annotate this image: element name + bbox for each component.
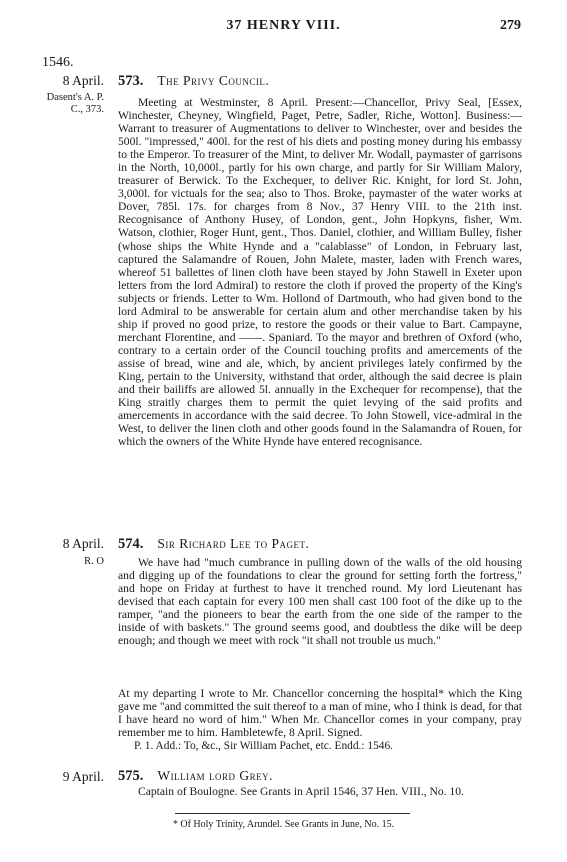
entry-575-heading [118, 768, 273, 785]
entry-573-number: 573. [118, 73, 144, 89]
entry-573-date: 8 April. [62, 73, 104, 88]
page-number: 279 [500, 18, 521, 33]
margin-year: 1546. [42, 55, 74, 70]
entry-573-title: The Privy Council. [157, 73, 270, 88]
entry-575-title: William lord Grey. [157, 768, 273, 783]
footnote: * Of Holy Trinity, Arundel. See Grants in June, No. 15. [172, 819, 395, 830]
entry-575-body: Captain of Boulogne. See Grants in April 1546, 37 Hen. VIII., No. 10. [138, 785, 464, 798]
page-header [0, 18, 567, 38]
entry-573-heading [118, 73, 269, 90]
entry-573-source: Dasent's A. P. C., 373. [46, 92, 104, 115]
entry-574-body-continued: At my departing I wrote to Mr. Chancellor concerning the hospital* which the King gave me "and committed the suit thereof to a man of mine, who I think is dead, for that I have heard no word of him." When Mr. Chancellor comes in your company, pray remember me to him. Hambletewfe, 8 April. Signed. [118, 687, 522, 740]
entry-575-date: 9 April. [62, 769, 104, 784]
entry-575-number: 575. [118, 768, 144, 784]
entry-574-heading [118, 536, 309, 553]
entry-574-title: Sir Richard Lee to Paget. [157, 536, 310, 551]
entry-573-body: Meeting at Westminster, 8 April. Present:—Chancellor, Privy Seal, [Essex, Winchester, Cheyney, Wingfield, Paget, Petre, Sadler, Riche, Wotton]. Business:—Warrant to treasurer of Augmentations to deliver to Winchester, over and besides the 500l. "impressed," 400l. for the rest of his diets and posting money during his embassy to the Emperor. To treasurer of the Mint, to deliver Mr. Wodall, paymaster of garrisons in the North, 10,000l., partly for his own charge, and partly for Sir William Malory, treasurer of Berwick. To the Exchequer, to deliver Ric. Knight, for lord St. John, 3,000l. for victuals for the sea; also to Thos. Broke, paymaster of the water works at Dover, 785l. 17s. for charges from 8 Nov., 37 Henry VIII. to the 21th inst. Recognisance of Anthony Husey, of London, gent., John Hopkyns, fisher, Wm. Watson, clothier, Roger Hunt, gent., Thos. Daniel, clothier, and William Bulley, fisher (whose ships the White Hynde and a "calablasse" of London, in February last, captured the Salamandre of Rouen, John Malete, master, laden with French wares, whereof 51 ballettes of linen cloth have been stayed by John Stawell in Exeter upon letters from the lord Admiral) to restore the cloth if proved the property of the King's subjects or friends. Letter to Wm. Hollond of Dartmouth, who had given bond to the lord Admiral to be answerable for certain alum and other merchandise taken by his ship if proved no good prize, to restore the goods or their value to Bart. Campayne, merchant Florentine, and ——. Spaniard. To the mayor and brethren of Oxford (who, contrary to a certain order of the Council touching profits and amercements of the assise of bread, wine and ale, which, by ancient privileges lately confirmed by the King, pertain to the University, withstand that order, although the said decree is plain and their bailiffs are allowed 5l. annually in the Exchequer for recompense), that the King straitly charges them to permit the quiet levying of the said profits and amercements in accordance with the said decree. To John Stowell, vice-admiral in the West, to deliver the linen cloth and other goods found in the Salamandra of Rouen, for which the owners of the White Hynde have entered recognisance. [118, 96, 522, 449]
entry-574-date: 8 April. [62, 536, 104, 551]
footnote-rule [175, 813, 410, 814]
running-head: 37 HENRY VIII. [226, 18, 341, 33]
entry-574-number: 574. [118, 536, 144, 552]
entry-574-source: R. O [84, 556, 104, 567]
entry-574-body: We have had "much cumbrance in pulling down of the walls of the old housing and digging up of the foundations to clear the ground for setting forth the fortress," and hope on Friday at furthest to have it trenched round. My lord Lieutenant has devised that each captain for every 100 men shall cast 100 foot of the dike up to the ramper, "and the pioneers to bear the earth from the one side of the ramper to the inside of with baskets." The ground seems good, and doubtless the dike will be deep enough; and though we meet with rock "it shall not trouble us much." [118, 556, 522, 648]
entry-574-endorsement: P. 1. Add.: To, &c., Sir William Pachet, etc. Endd.: 1546. [134, 740, 394, 752]
